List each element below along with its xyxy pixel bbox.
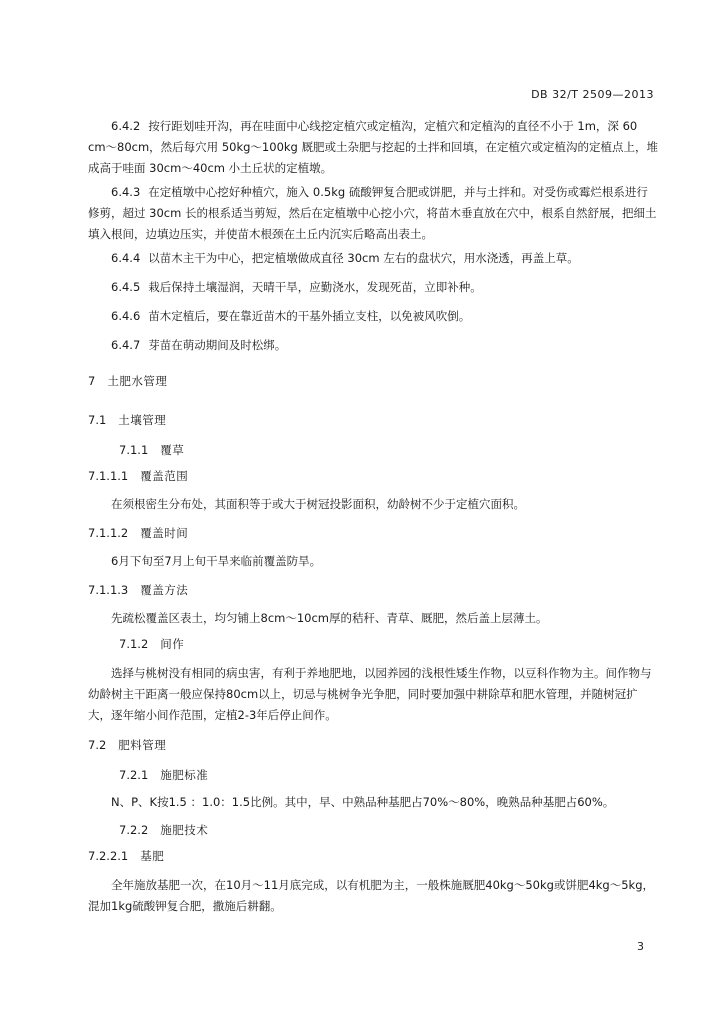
section-number: 7.2.1	[119, 768, 149, 782]
section-heading-7-1-1-2	[88, 523, 188, 544]
clause-text: 栽后保持土壤湿润，天晴干旱，应勤浇水，发现死苗，立即补种。	[148, 280, 482, 294]
section-title: 覆盖方法	[140, 583, 189, 597]
clause-6-4-7	[88, 335, 658, 356]
section-number: 7.2.2.1	[88, 849, 129, 863]
clause-text: 在定植墩中心挖好种植穴，施入 0.5kg 硫酸钾复合肥或饼肥，并与土拌和。对受伤或霉烂根系进行修剪，超过 30cm 长的根系适当剪短，然后在定植墩中心挖小穴，将苗木垂直放在穴中，根系自然舒展，把细土填入根间，边填边压实，并使苗木根颈在土丘内沉实后略高出表土。	[88, 185, 657, 241]
section-body-7-1-2: 选择与桃树没有相同的病虫害，有利于养地肥地，以园养园的浅根性矮生作物，以豆科作物为主。间作物与幼龄树主干距离一般应保持80cm以上，切忌与桃树争光争肥，同时要加强中耕除草和肥水管理，并随树冠扩大，逐年缩小间作范围，定植2-3年后停止间作。	[88, 666, 652, 722]
clause-6-4-3	[88, 182, 658, 245]
section-heading-7-2-1	[119, 765, 208, 786]
section-title: 施肥技术	[160, 823, 209, 837]
clause-number: 6.4.4	[111, 251, 141, 265]
clause-6-4-4	[88, 248, 658, 269]
section-heading-7-1-2	[119, 634, 184, 655]
section-title: 覆盖范围	[140, 469, 189, 483]
section-number: 7.1.2	[119, 637, 149, 651]
clause-number: 6.4.5	[111, 280, 141, 294]
standard-code-header: DB 32/T 2509—2013	[531, 88, 654, 101]
section-heading-7-1-1-1	[88, 466, 188, 487]
section-title: 施肥标准	[160, 768, 209, 782]
section-number: 7.2.2	[119, 823, 149, 837]
section-body-7-1-1-1: 在须根密生分布处，其面积等于或大于树冠投影面积，幼龄树不少于定植穴面积。	[111, 497, 525, 511]
section-heading-7-2-2-1	[88, 846, 164, 867]
clause-text: 芽苗在萌动期间及时松绑。	[148, 338, 287, 352]
section-heading-7-2	[88, 735, 166, 756]
section-heading-7-1-1-3	[88, 580, 188, 601]
section-title: 间作	[160, 637, 185, 651]
clause-6-4-2	[88, 116, 658, 179]
section-heading-7-2-2	[119, 820, 208, 841]
section-number: 7.1.1	[119, 443, 149, 457]
clause-number: 6.4.6	[111, 309, 141, 323]
clause-text: 苗木定植后，要在靠近苗木的干基外插立支柱，以免被风吹倒。	[148, 309, 471, 323]
clause-number: 6.4.2	[111, 119, 141, 133]
clause-text: 以苗木主干为中心，把定植墩做成直径 30cm 左右的盘状穴，用水浇透，再盖上草。	[148, 251, 579, 265]
section-title: 土壤管理	[118, 413, 167, 427]
section-title: 覆盖时间	[140, 526, 189, 540]
section-title: 肥料管理	[118, 738, 167, 752]
section-number: 7.2	[88, 738, 107, 752]
clause-number: 6.4.3	[111, 185, 141, 199]
section-heading-7	[88, 371, 167, 392]
section-body-7-2-2-1: 全年施放基肥一次，在10月～11月底完成，以有机肥为主，一般株施厩肥40kg～50kg或饼肥4kg～5kg，混加1kg硫酸钾复合肥，撒施后耕翻。	[88, 878, 654, 913]
section-number: 7	[88, 374, 96, 388]
section-title: 基肥	[140, 849, 165, 863]
clause-number: 6.4.7	[111, 338, 141, 352]
clause-6-4-5	[88, 277, 658, 298]
section-number: 7.1	[88, 413, 107, 427]
section-title: 土肥水管理	[107, 374, 168, 388]
clause-text: 按行距划哇开沟，再在哇面中心线挖定植穴或定植沟，定植穴和定植沟的直径不小于 1m，深 60 cm～80cm，然后每穴用 50kg～100kg 厩肥或土杂肥与挖起的土拌和回填，在定植穴或定植沟的定植点上，堆成高于哇面 30cm～40cm 小土丘状的定植墩。	[88, 119, 658, 175]
section-number: 7.1.1.3	[88, 583, 129, 597]
section-number: 7.1.1.1	[88, 469, 129, 483]
page-number: 3	[637, 940, 644, 953]
section-body-7-2-1: N、P、K按1.5 ：1.0：1.5比例。其中，早、中熟品种基肥占70%～80%，晚熟品种基肥占60%。	[111, 795, 615, 809]
section-heading-7-1-1	[119, 440, 184, 461]
section-title: 覆草	[160, 443, 185, 457]
section-body-7-1-1-3: 先疏松覆盖区表土，均匀铺上8cm～10cm厚的秸秆、青草、厩肥，然后盖上层薄土。	[111, 611, 548, 625]
section-heading-7-1	[88, 410, 166, 431]
clause-6-4-6	[88, 306, 658, 327]
section-body-7-1-1-2: 6月下旬至7月上旬干旱来临前覆盖防旱。	[111, 554, 322, 568]
section-number: 7.1.1.2	[88, 526, 129, 540]
